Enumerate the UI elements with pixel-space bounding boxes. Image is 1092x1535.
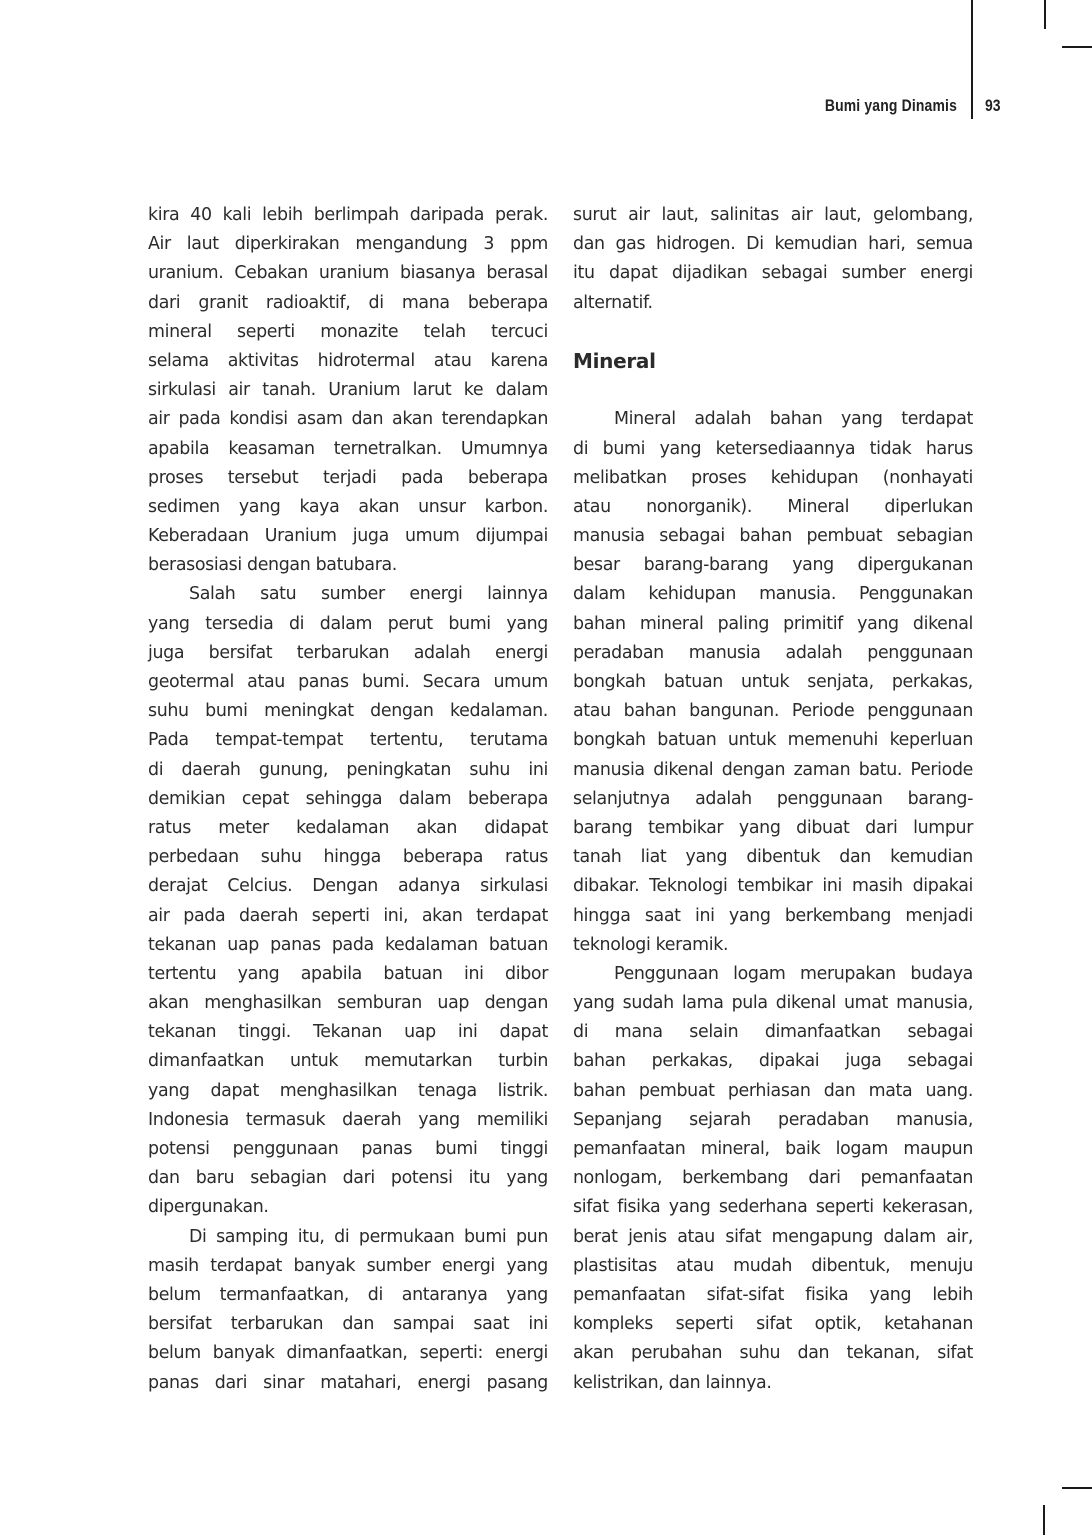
text-line: dimanfaatkan untuk memutarkan turbin (148, 1051, 548, 1072)
text-line: demikian cepat sehingga dalam beberapa (148, 788, 548, 809)
text-line: derajat Celcius. Dengan adanya sirkulasi (148, 876, 548, 897)
text-line: air pada kondisi asam dan akan terendapkan (148, 409, 548, 430)
text-line: Sepanjang sejarah peradaban manusia, (573, 1109, 973, 1130)
text-line: dan baru sebagian dari potensi itu yang (148, 1168, 548, 1189)
text-line: Indonesia termasuk daerah yang memiliki (148, 1109, 548, 1130)
text-line: proses tersebut terjadi pada beberapa (148, 467, 548, 488)
text-line: pemanfaatan sifat-sifat fisika yang lebih (573, 1284, 973, 1305)
text-line: sirkulasi air tanah. Uranium larut ke dalam (148, 380, 548, 401)
text-line: bongkah batuan untuk memenuhi keperluan (573, 730, 973, 751)
text-line: uranium. Cebakan uranium biasanya berasal (148, 263, 548, 284)
text-line: barang tembikar yang dibuat dari lumpur (573, 817, 973, 838)
text-line: geotermal atau panas bumi. Secara umum (148, 672, 548, 692)
text-line: Pada tempat-tempat tertentu, terutama (148, 730, 548, 751)
text-line: bahan perkakas, dipakai juga sebagai (573, 1051, 973, 1072)
text-line: di daerah gunung, peningkatan suhu ini (148, 759, 548, 780)
text-line: belum banyak dimanfaatkan, seperti: energi (148, 1343, 548, 1364)
text-line: manusia sebagai bahan pembuat sebagian (573, 526, 973, 547)
text-line: juga bersifat terbarukan adalah energi (148, 642, 548, 663)
text-line: di mana selain dimanfaatkan sebagai (573, 1022, 973, 1043)
text-line: selanjutnya adalah penggunaan barang- (573, 788, 973, 809)
text-line: yang sudah lama pula dikenal umat manusia, (573, 993, 973, 1014)
text-line: yang dapat menghasilkan tenaga listrik. (148, 1080, 548, 1101)
crop-mark-top-right-vertical (1044, 0, 1046, 29)
right-body-text (573, 405, 973, 1397)
text-line: Salah satu sumber energi lainnya (189, 584, 548, 605)
text-line: berasosiasi dengan batubara. (148, 555, 397, 576)
text-line: panas dari sinar matahari, energi pasang (148, 1372, 548, 1393)
section-heading: Mineral (573, 348, 656, 373)
text-line: bahan pembuat perhiasan dan mata uang. (573, 1080, 973, 1101)
text-line: peradaban manusia adalah penggunaan (573, 642, 973, 663)
text-line: Di samping itu, di permukaan bumi pun (189, 1226, 548, 1247)
text-line: belum termanfaatkan, di antaranya yang (148, 1284, 548, 1305)
text-line: yang tersedia di dalam perut bumi yang (148, 613, 548, 634)
text-line: Air laut diperkirakan mengandung 3 ppm (148, 234, 548, 255)
text-line: itu dapat dijadikan sebagai sumber energi (573, 263, 973, 284)
crop-mark-bottom-right-horizontal (1062, 1487, 1092, 1489)
text-line: bersifat terbarukan dan sampai saat ini (148, 1314, 548, 1335)
text-line: dalam kehidupan manusia. Penggunakan (573, 584, 973, 605)
text-line: selama aktivitas hidrotermal atau karena (148, 350, 548, 371)
text-line: besar barang-barang yang dipergukanan (573, 555, 973, 576)
text-line: teknologi keramik. (573, 934, 729, 955)
text-line: pemanfaatan mineral, baik logam maupun (573, 1139, 973, 1160)
running-header-title: Bumi yang Dinamis (824, 96, 957, 115)
text-line: sifat fisika yang sederhana seperti kekerasan, (573, 1197, 973, 1218)
text-line: plastisitas atau mudah dibentuk, menuju (573, 1255, 973, 1276)
text-line: hingga saat ini yang berkembang menjadi (573, 905, 973, 926)
text-line: kompleks seperti sifat optik, ketahanan (573, 1314, 973, 1335)
spacer (573, 318, 973, 347)
text-line: tertentu yang apabila batuan ini dibor (148, 963, 548, 984)
text-line: dipergunakan. (148, 1197, 269, 1218)
text-line: tekanan tinggi. Tekanan uap ini dapat (148, 1022, 548, 1043)
text-line: melibatkan proses kehidupan (nonhayati (573, 467, 973, 488)
text-line: ratus meter kedalaman akan didapat (148, 817, 548, 838)
text-line: perbedaan suhu hingga beberapa ratus (148, 847, 548, 868)
text-line: potensi penggunaan panas bumi tinggi (148, 1139, 548, 1159)
text-line: Mineral adalah bahan yang terdapat (614, 409, 973, 430)
text-line: berat jenis atau sifat mengapung dalam air, (573, 1226, 973, 1247)
text-line: sedimen yang kaya akan unsur karbon. (148, 496, 548, 517)
crop-mark-top-right-horizontal (1062, 46, 1092, 48)
text-line: suhu bumi meningkat dengan kedalaman. (148, 701, 548, 722)
crop-mark-top-vertical (971, 0, 973, 119)
text-line: atau bahan bangunan. Periode penggunaan (573, 701, 973, 722)
text-line: tekanan uap panas pada kedalaman batuan (148, 934, 548, 955)
text-line: kira 40 kali lebih berlimpah daripada perak. (148, 205, 548, 225)
text-line: dan gas hidrogen. Di kemudian hari, semua (573, 234, 973, 255)
page-number: 93 (985, 96, 1001, 115)
text-line: air pada daerah seperti ini, akan terdapat (148, 905, 548, 926)
text-line: di bumi yang ketersediaannya tidak harus (573, 438, 973, 459)
text-line: Keberadaan Uranium juga umum dijumpai (148, 526, 548, 547)
right-intro-paragraph (573, 201, 973, 318)
text-line: nonlogam, berkembang dari pemanfaatan (573, 1168, 973, 1189)
text-line: manusia dikenal dengan zaman batu. Periode (573, 759, 973, 780)
text-line: mineral seperti monazite telah tercuci (148, 321, 548, 342)
text-line: dibakar. Teknologi tembikar ini masih dipakai (573, 876, 973, 897)
right-column (573, 201, 973, 1398)
text-line: bongkah batuan untuk senjata, perkakas, (573, 672, 973, 693)
text-line: tanah liat yang dibentuk dan kemudian (573, 847, 973, 868)
text-line: surut air laut, salinitas air laut, gelombang, (573, 205, 973, 225)
text-line: masih terdapat banyak sumber energi yang (148, 1255, 548, 1276)
text-line: dari granit radioaktif, di mana beberapa (148, 292, 548, 313)
text-line: atau nonorganik). Mineral diperlukan (573, 496, 973, 517)
text-line: kelistrikan, dan lainnya. (573, 1372, 772, 1393)
text-line: apabila keasaman ternetralkan. Umumnya (148, 438, 548, 459)
text-line: bahan mineral paling primitif yang dikenal (573, 613, 973, 634)
left-column (148, 201, 548, 1398)
text-line: Penggunaan logam merupakan budaya (614, 963, 973, 984)
text-line: alternatif. (573, 292, 653, 313)
text-line: akan perubahan suhu dan tekanan, sifat (573, 1343, 973, 1364)
text-line: akan menghasilkan semburan uap dengan (148, 993, 548, 1014)
crop-mark-bottom-right-vertical (1043, 1505, 1045, 1535)
